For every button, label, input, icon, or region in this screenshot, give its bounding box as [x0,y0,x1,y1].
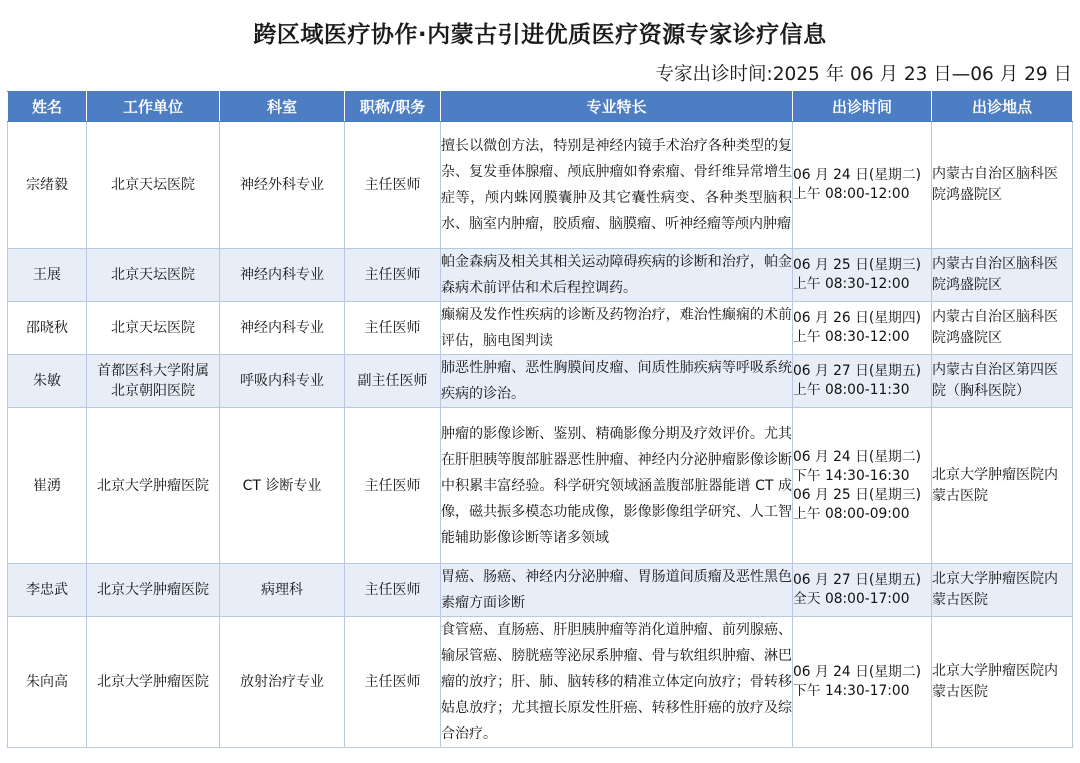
work-unit-line: 北京大学肿瘤医院 [97,582,209,598]
department: 神经内科专业 [220,249,345,302]
schedule-date-range: 专家出诊时间:2025 年 06 月 23 日—06 月 29 日 [655,64,1072,85]
visit-location-line: 蒙古医院 [932,592,988,608]
work-unit [87,122,220,249]
specialty: 胃癌、肠癌、神经内分泌肿瘤、胃肠道间质瘤及恶性黑色素瘤方面诊断 [441,564,793,617]
work-unit-line: 北京朝阳医院 [111,383,195,399]
visit-time [793,617,932,748]
header-department: 科室 [220,92,345,122]
visit-time-line: 06 月 24 日(星期二) [793,167,922,183]
visit-time-line: 上午 08:30-12:00 [793,329,910,345]
table-row [8,617,1073,748]
visit-time-line: 06 月 24 日(星期二) [793,448,922,465]
expert-schedule-table [7,91,1073,748]
work-unit [87,408,220,564]
work-unit [87,302,220,355]
doctor-name: 朱敏 [8,355,87,408]
doctor-name: 崔湧 [8,408,87,564]
visit-time-line: 06 月 24 日(星期二) [793,664,922,680]
department: 呼吸内科专业 [220,355,345,408]
visit-time [793,302,932,355]
job-title: 主任医师 [345,302,441,355]
visit-location-line: 内蒙古自治区脑科医 [932,309,1058,325]
header-unit: 工作单位 [87,92,220,122]
visit-time-line: 06 月 27 日(星期五) [793,572,922,588]
visit-location-line: 内蒙古自治区脑科医 [932,166,1058,182]
work-unit-line: 北京天坛医院 [111,177,195,193]
job-title: 主任医师 [345,617,441,748]
visit-location-line: 院鸿盛院区 [932,187,1002,203]
visit-time [793,564,932,617]
department: CT 诊断专业 [220,408,345,564]
work-unit [87,617,220,748]
job-title: 副主任医师 [345,355,441,408]
work-unit-line: 北京天坛医院 [111,267,195,283]
work-unit-line: 北京大学肿瘤医院 [97,674,209,690]
work-unit [87,249,220,302]
visit-location [932,564,1073,617]
visit-time [793,122,932,249]
visit-time [793,249,932,302]
visit-location-line: 北京大学肿瘤医院内 [932,466,1058,483]
visit-time-line: 06 月 26 日(星期四) [793,310,922,326]
visit-time-line: 下午 14:30-16:30 [793,467,910,484]
visit-time [793,408,932,564]
department: 神经外科专业 [220,122,345,249]
visit-location [932,302,1073,355]
visit-time-line: 上午 08:00-09:00 [793,505,910,522]
table-row [8,408,1073,564]
job-title: 主任医师 [345,249,441,302]
visit-time-line: 06 月 27 日(星期五) [793,363,922,379]
doctor-name: 王展 [8,249,87,302]
table-row [8,355,1073,408]
visit-location-line: 北京大学肿瘤医院内 [932,571,1058,587]
work-unit [87,564,220,617]
table-row [8,302,1073,355]
visit-location [932,355,1073,408]
header-specialty: 专业特长 [441,92,793,122]
visit-time-line: 全天 08:00-17:00 [793,591,910,607]
department: 放射治疗专业 [220,617,345,748]
doctor-name: 朱向高 [8,617,87,748]
visit-location [932,122,1073,249]
visit-location-line: 内蒙古自治区脑科医 [932,256,1058,272]
visit-location-line: 蒙古医院 [932,684,988,700]
job-title: 主任医师 [345,564,441,617]
job-title: 主任医师 [345,122,441,249]
specialty: 癫痫及发作性疾病的诊断及药物治疗，难治性癫痫的术前评估，脑电图判读 [441,302,793,355]
specialty: 食管癌、直肠癌、肝胆胰肿瘤等消化道肿瘤、前列腺癌、输尿管癌、膀胱癌等泌尿系肿瘤、骨与软组织肿瘤、淋巴瘤的放疗；肝、肺、脑转移的精准立体定向放疗；骨转移姑息放疗；尤其擅长原发性肝癌、转移性肝癌的放疗及综合治疗。 [441,617,793,748]
visit-location [932,408,1073,564]
specialty: 擅长以微创方法，特别是神经内镜手术治疗各种类型的复杂、复发垂体腺瘤、颅底肿瘤如脊索瘤、骨纤维异常增生症等，颅内蛛网膜囊肿及其它囊性病变、各种类型脑积水、脑室内肿瘤，胶质瘤、脑膜瘤、听神经瘤等颅内肿瘤 [441,122,793,249]
specialty: 肺恶性肿瘤、恶性胸膜间皮瘤、间质性肺疾病等呼吸系统疾病的诊治。 [441,355,793,408]
work-unit-line: 北京天坛医院 [111,320,195,336]
visit-location-line: 北京大学肿瘤医院内 [932,663,1058,679]
table-row [8,122,1073,249]
work-unit [87,355,220,408]
visit-time-line: 06 月 25 日(星期三) [793,257,922,273]
visit-time-line: 上午 08:00-12:00 [793,186,910,202]
work-unit-line: 北京大学肿瘤医院 [97,477,209,494]
work-unit-line: 首都医科大学附属 [97,363,209,379]
specialty: 帕金森病及相关其相关运动障碍疾病的诊断和治疗，帕金森病术前评估和术后程控调药。 [441,249,793,302]
header-name: 姓名 [8,92,87,122]
department: 病理科 [220,564,345,617]
department: 神经内科专业 [220,302,345,355]
visit-location-line: 院鸿盛院区 [932,277,1002,293]
doctor-name: 邵晓秋 [8,302,87,355]
header-location: 出诊地点 [932,92,1073,122]
visit-location [932,617,1073,748]
visit-location-line: 院鸿盛院区 [932,330,1002,346]
visit-time [793,355,932,408]
visit-time-line: 06 月 25 日(星期三) [793,486,922,503]
visit-time-line: 上午 08:30-12:00 [793,276,910,292]
specialty: 肿瘤的影像诊断、鉴别、精确影像分期及疗效评价。尤其在肝胆胰等腹部脏器恶性肿瘤、神经内分泌肿瘤影像诊断中积累丰富经验。科学研究领域涵盖腹部脏器能谱 CT 成像，磁共振多模态功能成像，影像影像组学研究、人工智能辅助影像诊断等诸多领域 [441,408,793,564]
visit-time-line: 上午 08:00-11:30 [793,382,910,398]
visit-location [932,249,1073,302]
visit-location-line: 内蒙古自治区第四医 [932,362,1058,378]
visit-time-line: 下午 14:30-17:00 [793,683,910,699]
table-row [8,249,1073,302]
table-row [8,564,1073,617]
header-title: 职称/职务 [345,92,441,122]
doctor-name: 李忠武 [8,564,87,617]
visit-location-line: 院（胸科医院） [932,383,1030,399]
doctor-name: 宗绪毅 [8,122,87,249]
page-title: 跨区域医疗协作·内蒙古引进优质医疗资源专家诊疗信息 [253,22,827,48]
header-time: 出诊时间 [793,92,932,122]
job-title: 主任医师 [345,408,441,564]
visit-location-line: 蒙古医院 [932,487,988,504]
table-header-row [8,92,1073,122]
